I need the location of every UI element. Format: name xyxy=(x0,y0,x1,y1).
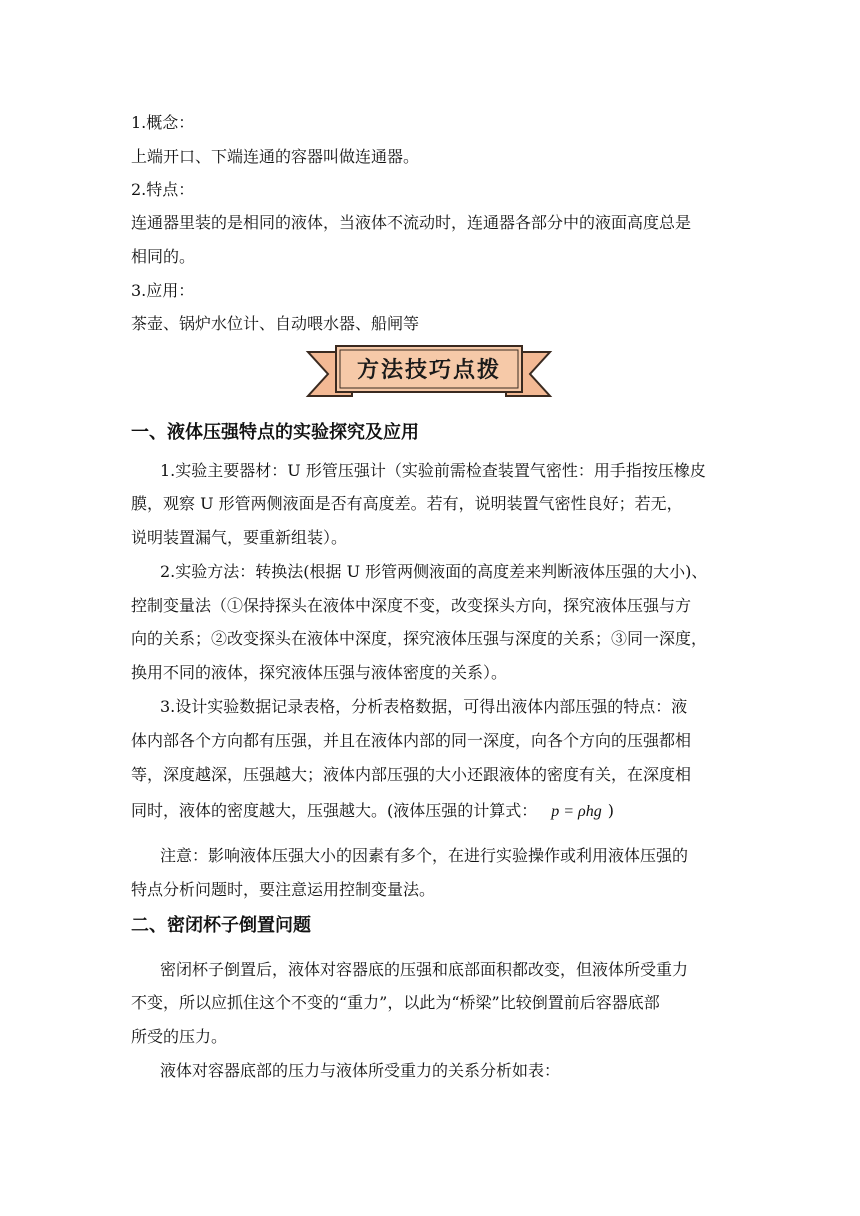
pressure-formula: p = ρhg xyxy=(551,803,602,820)
section-2-heading: 二、密闭杯子倒置问题 xyxy=(131,915,311,936)
s1-p3-line-4 xyxy=(131,801,614,822)
section-1-heading: 一、液体压强特点的实验探究及应用 xyxy=(131,422,419,443)
s1-p3-line-2: 体内部各个方向都有压强，并且在液体内部的同一深度，向各个方向的压强都相 xyxy=(131,731,692,750)
s1-p3-line-4-text: 同时，液体的密度越大，压强越大。(液体压强的计算式： xyxy=(131,801,538,820)
concept-title: 1.概念： xyxy=(131,113,195,132)
s1-p1-line-2: 膜，观察 U 形管两侧液面是否有高度差。若有，说明装置气密性良好；若无， xyxy=(131,494,683,513)
banner-title: 方法技巧点拨 xyxy=(356,357,501,383)
concept-text: 上端开口、下端连通的容器叫做连通器。 xyxy=(131,147,420,166)
note-line-1: 注意：影响液体压强大小的因素有多个，在进行实验操作或利用液体压强的 xyxy=(160,846,689,865)
s1-p3-line-3: 等，深度越深，压强越大；液体内部压强的大小还跟液体的密度有关，在深度相 xyxy=(131,765,692,784)
note-line-2: 特点分析问题时，要注意运用控制变量法。 xyxy=(131,880,436,899)
feature-text-line-2: 相同的。 xyxy=(131,247,196,266)
s2-p1-line-3: 所受的压力。 xyxy=(131,1027,228,1046)
s1-p3-line-1: 3.设计实验数据记录表格，分析表格数据，可得出液体内部压强的特点：液 xyxy=(160,697,688,716)
s2-p1-line-2: 不变，所以应抓住这个不变的“重力”，以此为“桥梁”比较倒置前后容器底部 xyxy=(131,993,660,1012)
feature-text-line-1: 连通器里装的是相同的液体，当液体不流动时，连通器各部分中的液面高度总是 xyxy=(131,213,692,232)
application-text: 茶壶、锅炉水位计、自动喂水器、船闸等 xyxy=(131,314,420,333)
s1-p2-line-2: 控制变量法（①保持探头在液体中深度不变，改变探头方向，探究液体压强与方 xyxy=(131,596,692,615)
s2-p1-line-1: 密闭杯子倒置后，液体对容器底的压强和底部面积都改变，但液体所受重力 xyxy=(160,960,689,979)
s1-p3-line-4-close: ) xyxy=(607,801,614,820)
s2-p2-line-1: 液体对容器底部的压力与液体所受重力的关系分析如表： xyxy=(160,1061,561,1080)
s1-p2-line-1: 2.实验方法：转换法(根据 U 形管两侧液面的高度差来判断液体压强的大小)、 xyxy=(160,562,708,581)
s1-p2-line-3: 向的关系；②改变探头在液体中深度，探究液体压强与深度的关系；③同一深度， xyxy=(131,629,708,648)
feature-title: 2.特点： xyxy=(131,180,195,199)
s1-p1-line-3: 说明装置漏气，要重新组装）。 xyxy=(131,528,348,547)
s1-p1-line-1: 1.实验主要器材：U 形管压强计（实验前需检查装置气密性：用手指按压橡皮 xyxy=(160,461,706,480)
s1-p2-line-4: 换用不同的液体，探究液体压强与液体密度的关系）。 xyxy=(131,663,508,682)
application-title: 3.应用： xyxy=(131,281,195,300)
